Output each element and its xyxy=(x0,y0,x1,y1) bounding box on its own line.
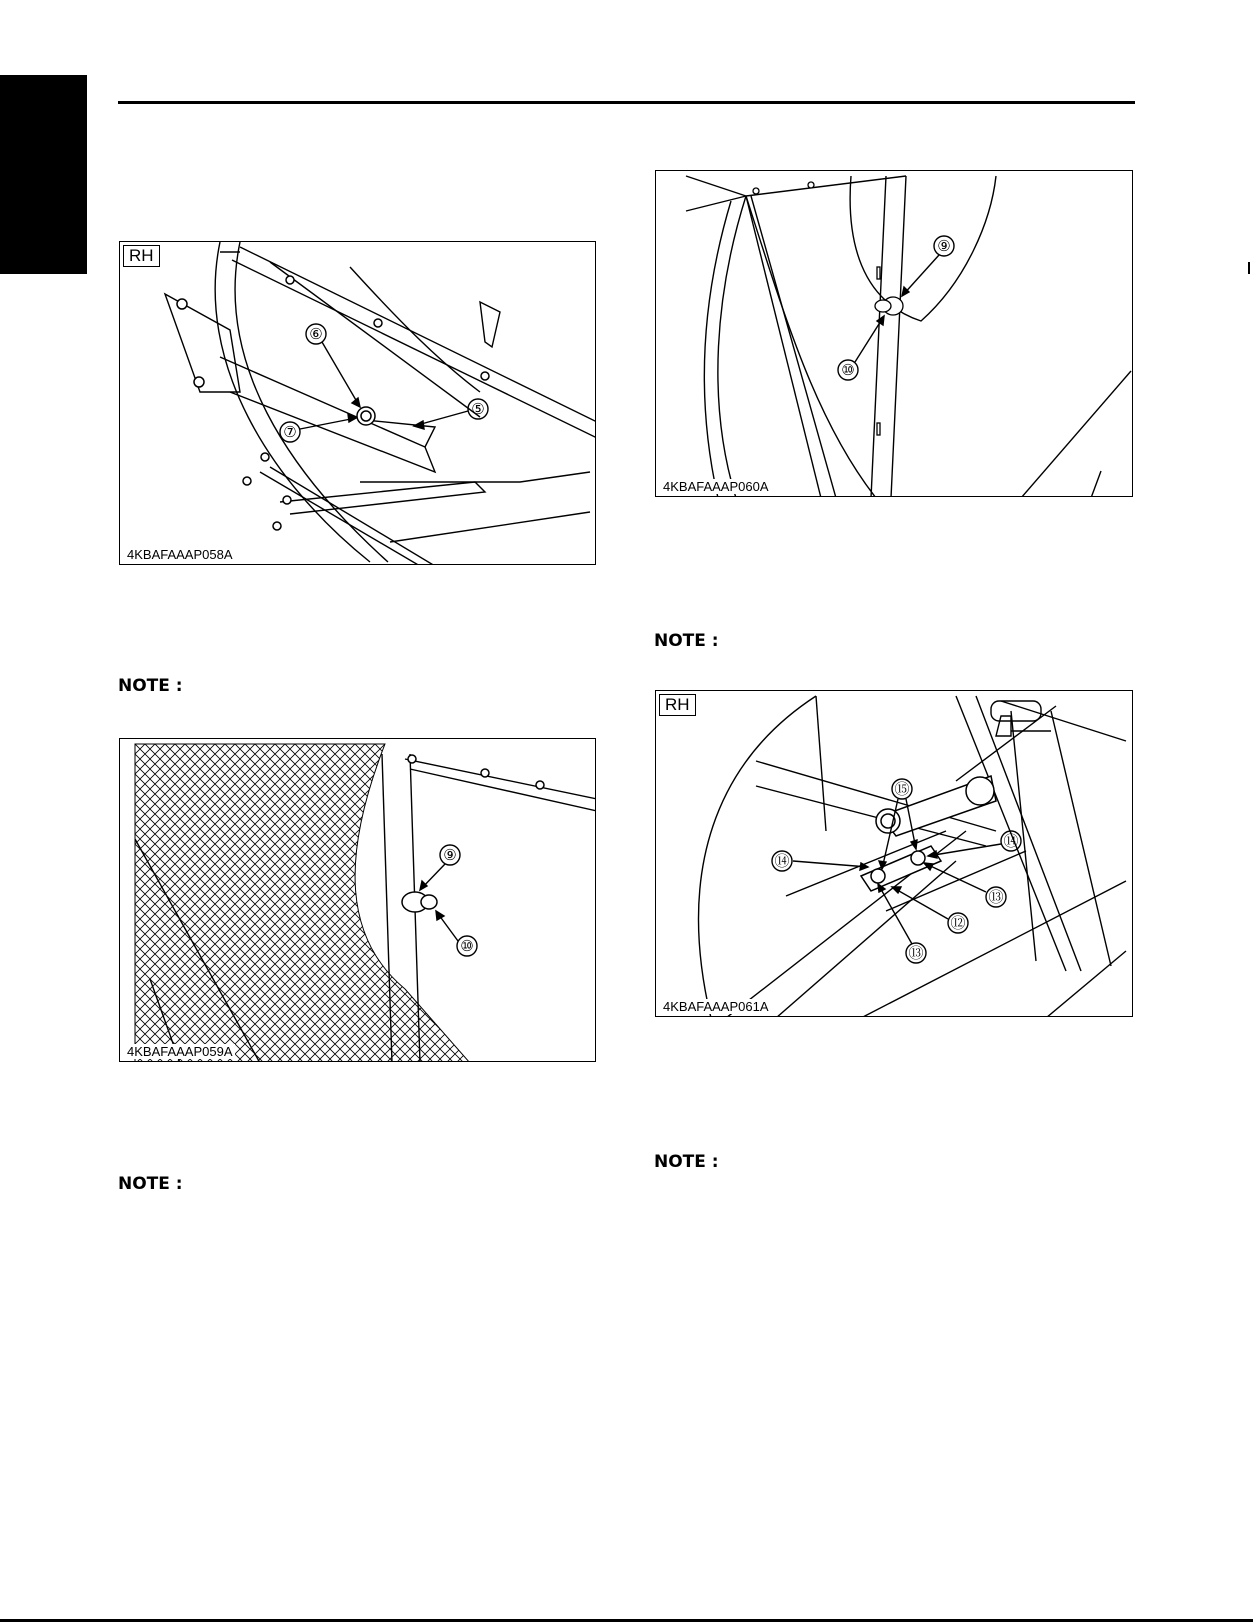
callout-12: ⑫ xyxy=(950,914,966,932)
figure-059a-drawing xyxy=(120,739,596,1062)
figure-058a-drawing xyxy=(120,242,596,565)
figure-060a xyxy=(655,170,1133,497)
callout-14-left: ⑭ xyxy=(774,852,790,870)
figure-058a-side-label: RH xyxy=(123,245,160,267)
note-label-4: NOTE : xyxy=(654,1152,719,1172)
callout-10b: ⑩ xyxy=(841,361,855,379)
figure-058a xyxy=(119,241,596,565)
callout-13-right: ⑬ xyxy=(988,888,1004,906)
header-rule xyxy=(118,101,1135,104)
callout-10: ⑩ xyxy=(460,937,474,955)
figure-061a-drawing xyxy=(656,691,1133,1017)
figure-060a-code: 4KBAFAAAP060A xyxy=(663,479,769,494)
callout-9b: ⑨ xyxy=(937,237,951,255)
note-label-3: NOTE : xyxy=(654,631,719,651)
callout-6: ⑥ xyxy=(309,325,323,343)
figure-061a-side-label: RH xyxy=(659,694,696,716)
callout-14-right: ⑭ xyxy=(1003,832,1019,850)
figure-058a-code: 4KBAFAAAP058A xyxy=(127,547,233,562)
callout-13-bottom: ⑬ xyxy=(908,944,924,962)
callout-5: ⑤ xyxy=(471,400,485,418)
figure-061a xyxy=(655,690,1133,1017)
figure-059a-code: 4KBAFAAAP059A xyxy=(127,1044,233,1059)
callout-9: ⑨ xyxy=(443,846,457,864)
figure-061a-code: 4KBAFAAAP061A xyxy=(663,999,769,1014)
note-label-2: NOTE : xyxy=(118,1174,183,1194)
note-label-1: NOTE : xyxy=(118,676,183,696)
section-tab xyxy=(0,75,87,274)
figure-060a-drawing xyxy=(656,171,1133,497)
footer-rule xyxy=(0,1619,1253,1622)
edge-mark xyxy=(1248,262,1250,274)
callout-7: ⑦ xyxy=(283,423,297,441)
figure-059a xyxy=(119,738,596,1062)
callout-15: ⑮ xyxy=(894,780,910,798)
